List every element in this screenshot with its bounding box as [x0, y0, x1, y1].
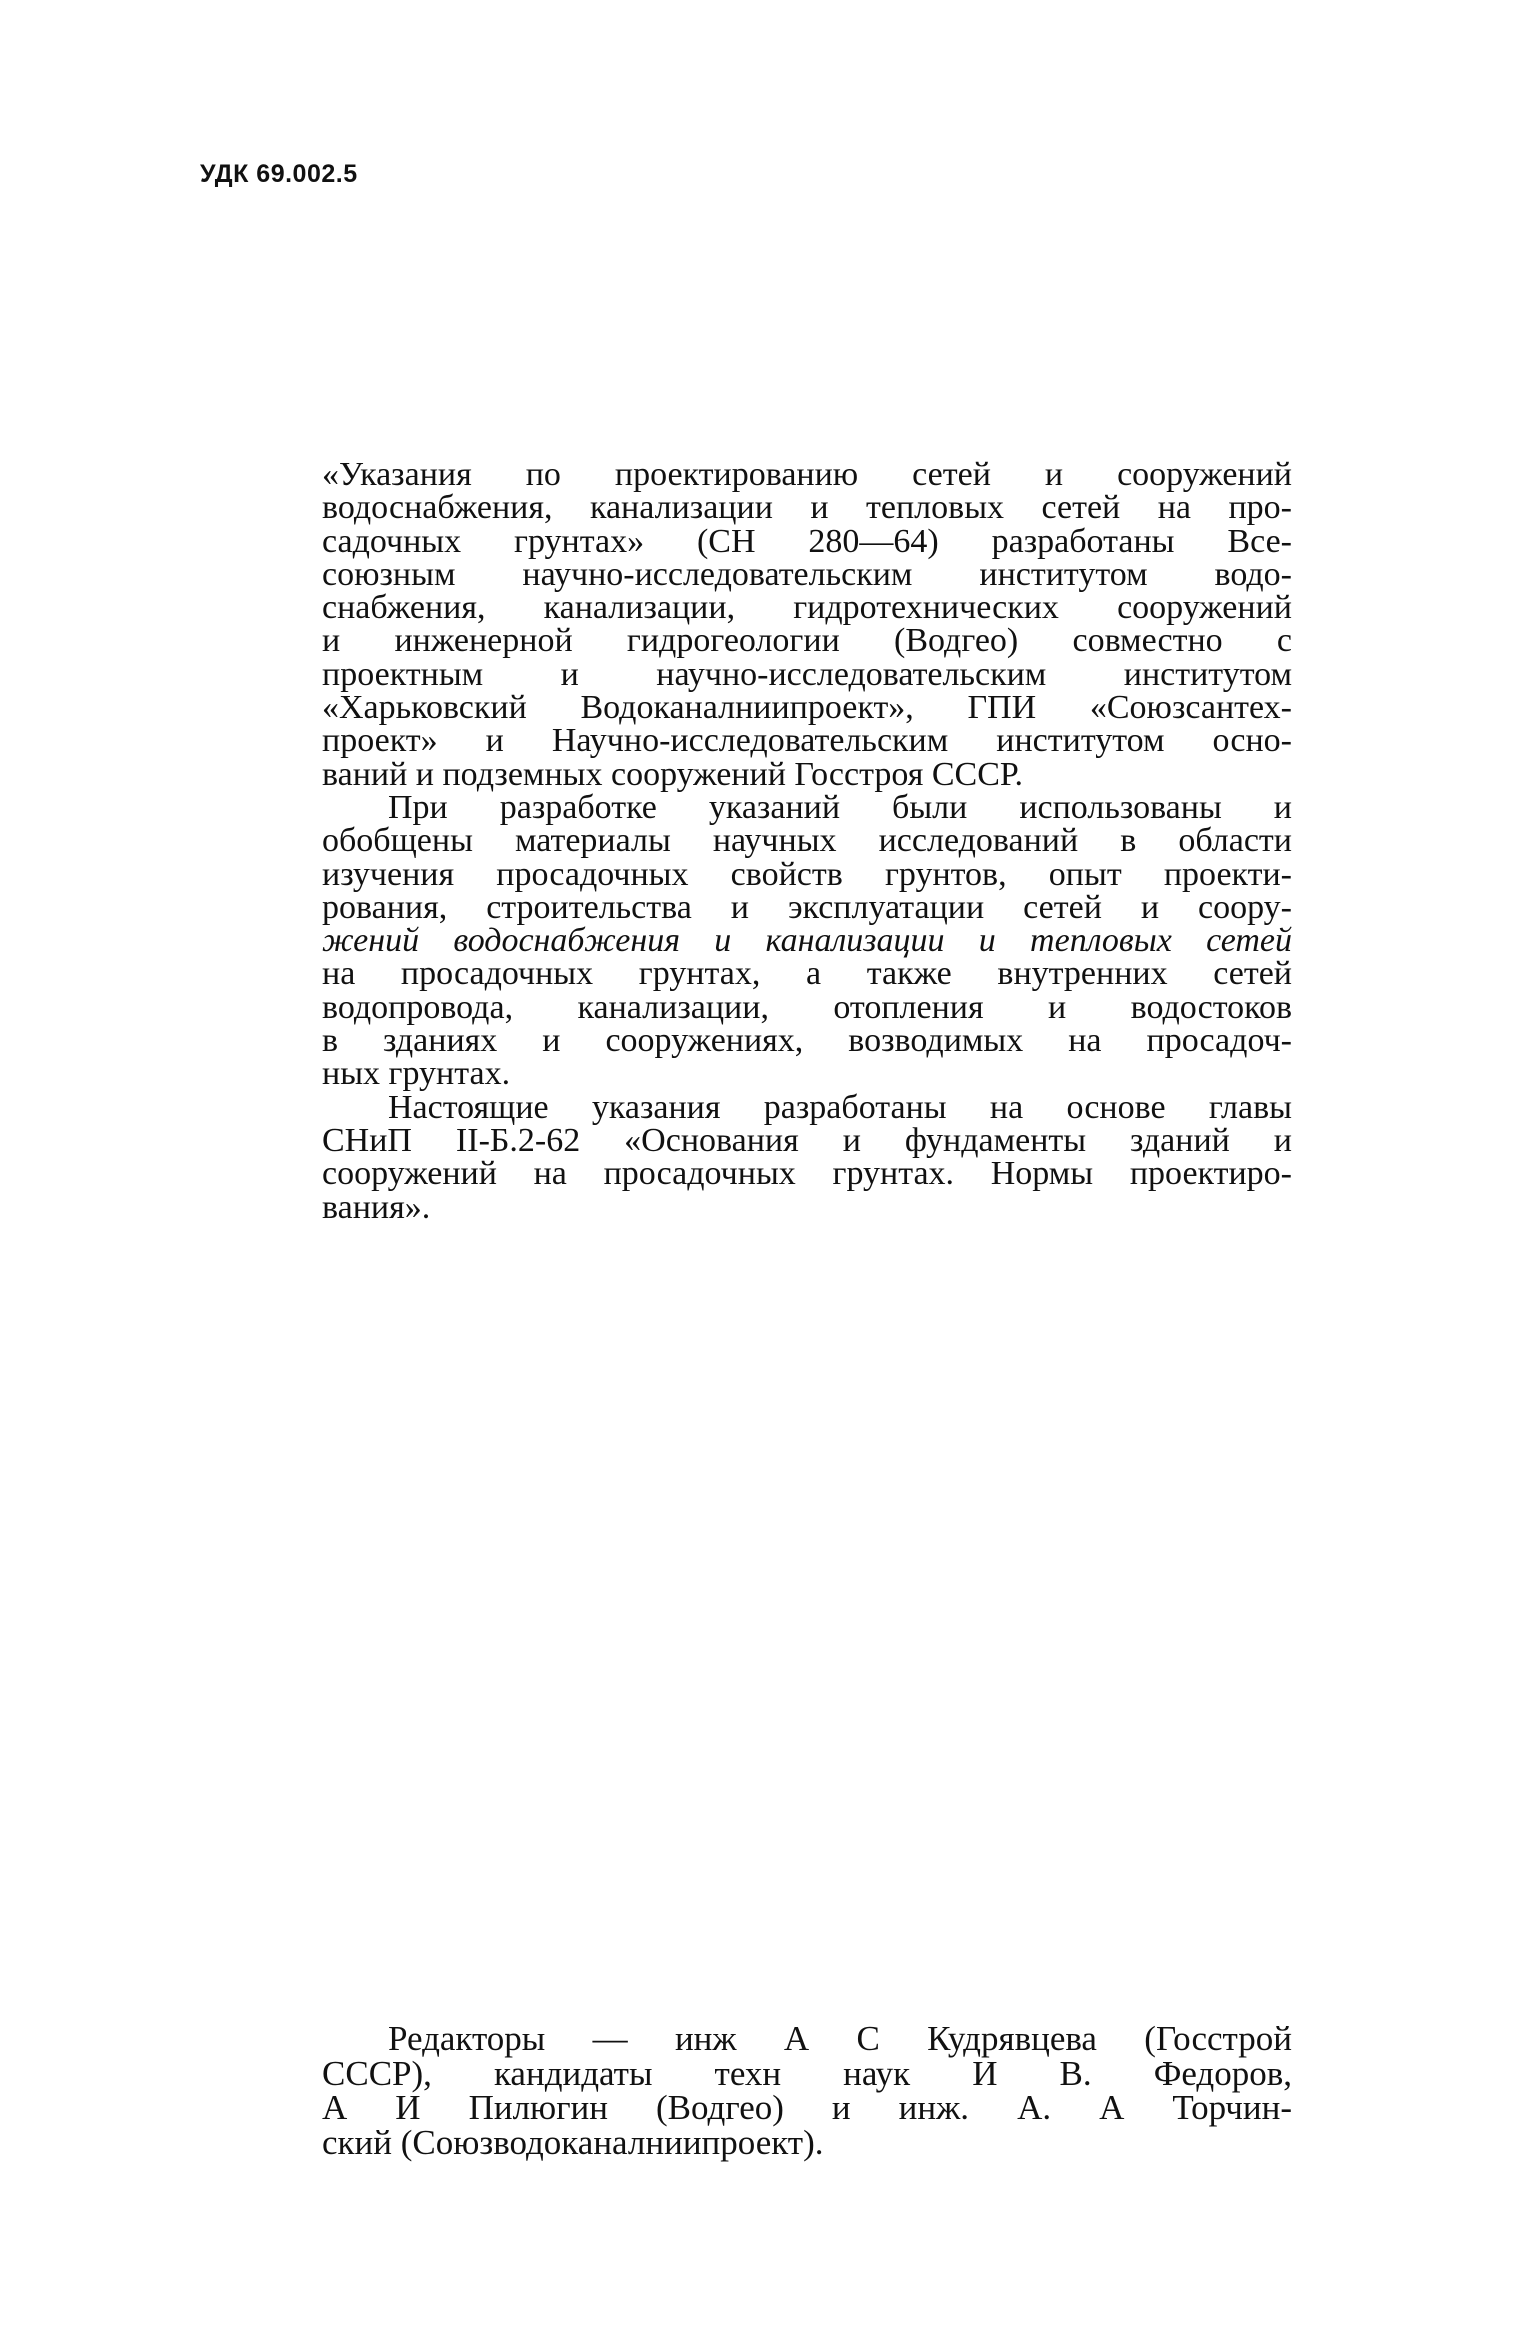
text-line: водопровода, канализации, отопления и водостоков — [322, 988, 1292, 1026]
text-line: сооружений на просадочных грунтах. Нормы проектиро- — [322, 1155, 1292, 1193]
text-line: ваний и подземных сооружений Госстроя СССР. — [322, 755, 1024, 793]
text-line: ных грунтах. — [322, 1055, 511, 1093]
text-line: СНиП II-Б.2-62 «Основания и фундаменты зданий и — [322, 1121, 1292, 1159]
text-line: При разработке указаний были использованы и — [388, 788, 1292, 826]
text-line: рования, строительства и эксплуатации сетей и соору- — [322, 888, 1292, 926]
text-line: «Указания по проектированию сетей и сооружений — [322, 456, 1292, 493]
text-line: «Харьковский Водоканалниипроект», ГПИ «Союзсантех- — [322, 689, 1292, 727]
text-line: снабжения, канализации, гидротехнических сооружений — [322, 589, 1292, 627]
text-line: проект» и Научно-исследовательским институтом осно- — [322, 722, 1292, 760]
editors-credits — [322, 2019, 1292, 2162]
text-line: в зданиях и сооружениях, возводимых на просадоч- — [322, 1022, 1292, 1060]
text-line: обобщены материалы научных исследований в области — [322, 822, 1292, 860]
text-line: Редакторы — инж А С Кудрявцева (Госстрой — [388, 2019, 1292, 2058]
paragraph-materials — [322, 788, 1292, 1093]
text-line: жений водоснабжения и канализации и тепловых сетей — [322, 922, 1292, 960]
paragraph-authors — [322, 458, 1292, 791]
text-line: садочных грунтах» (СН 280—64) разработаны Все- — [322, 522, 1292, 560]
text-line: проектным и научно-исследовательским институтом — [322, 655, 1292, 693]
text-line: А И Пилюгин (Водгео) и инж. А. А Торчин- — [322, 2088, 1292, 2127]
text-line: на просадочных грунтах, а также внутренних сетей — [322, 955, 1292, 993]
paragraph-basis — [322, 1088, 1292, 1226]
text-line: и инженерной гидрогеологии (Водгео) совместно с — [322, 622, 1292, 660]
text-line: водоснабжения, канализации и тепловых сетей на про- — [322, 489, 1292, 527]
text-line: союзным научно-исследовательским институтом водо- — [322, 555, 1292, 593]
text-line: вания». — [322, 1188, 431, 1226]
main-text — [322, 458, 1292, 1224]
text-line: Настоящие указания разработаны на основе главы — [388, 1088, 1292, 1126]
text-line: ский (Союзводоканалниипроект). — [322, 2122, 824, 2162]
text-line: СССР), кандидаты техн наук И В. Федоров, — [322, 2053, 1292, 2093]
text-line: изучения просадочных свойств грунтов, опыт проекти- — [322, 855, 1292, 893]
paragraph-editors — [322, 2019, 1292, 2162]
udk-code: УДК 69.002.5 — [200, 160, 358, 188]
